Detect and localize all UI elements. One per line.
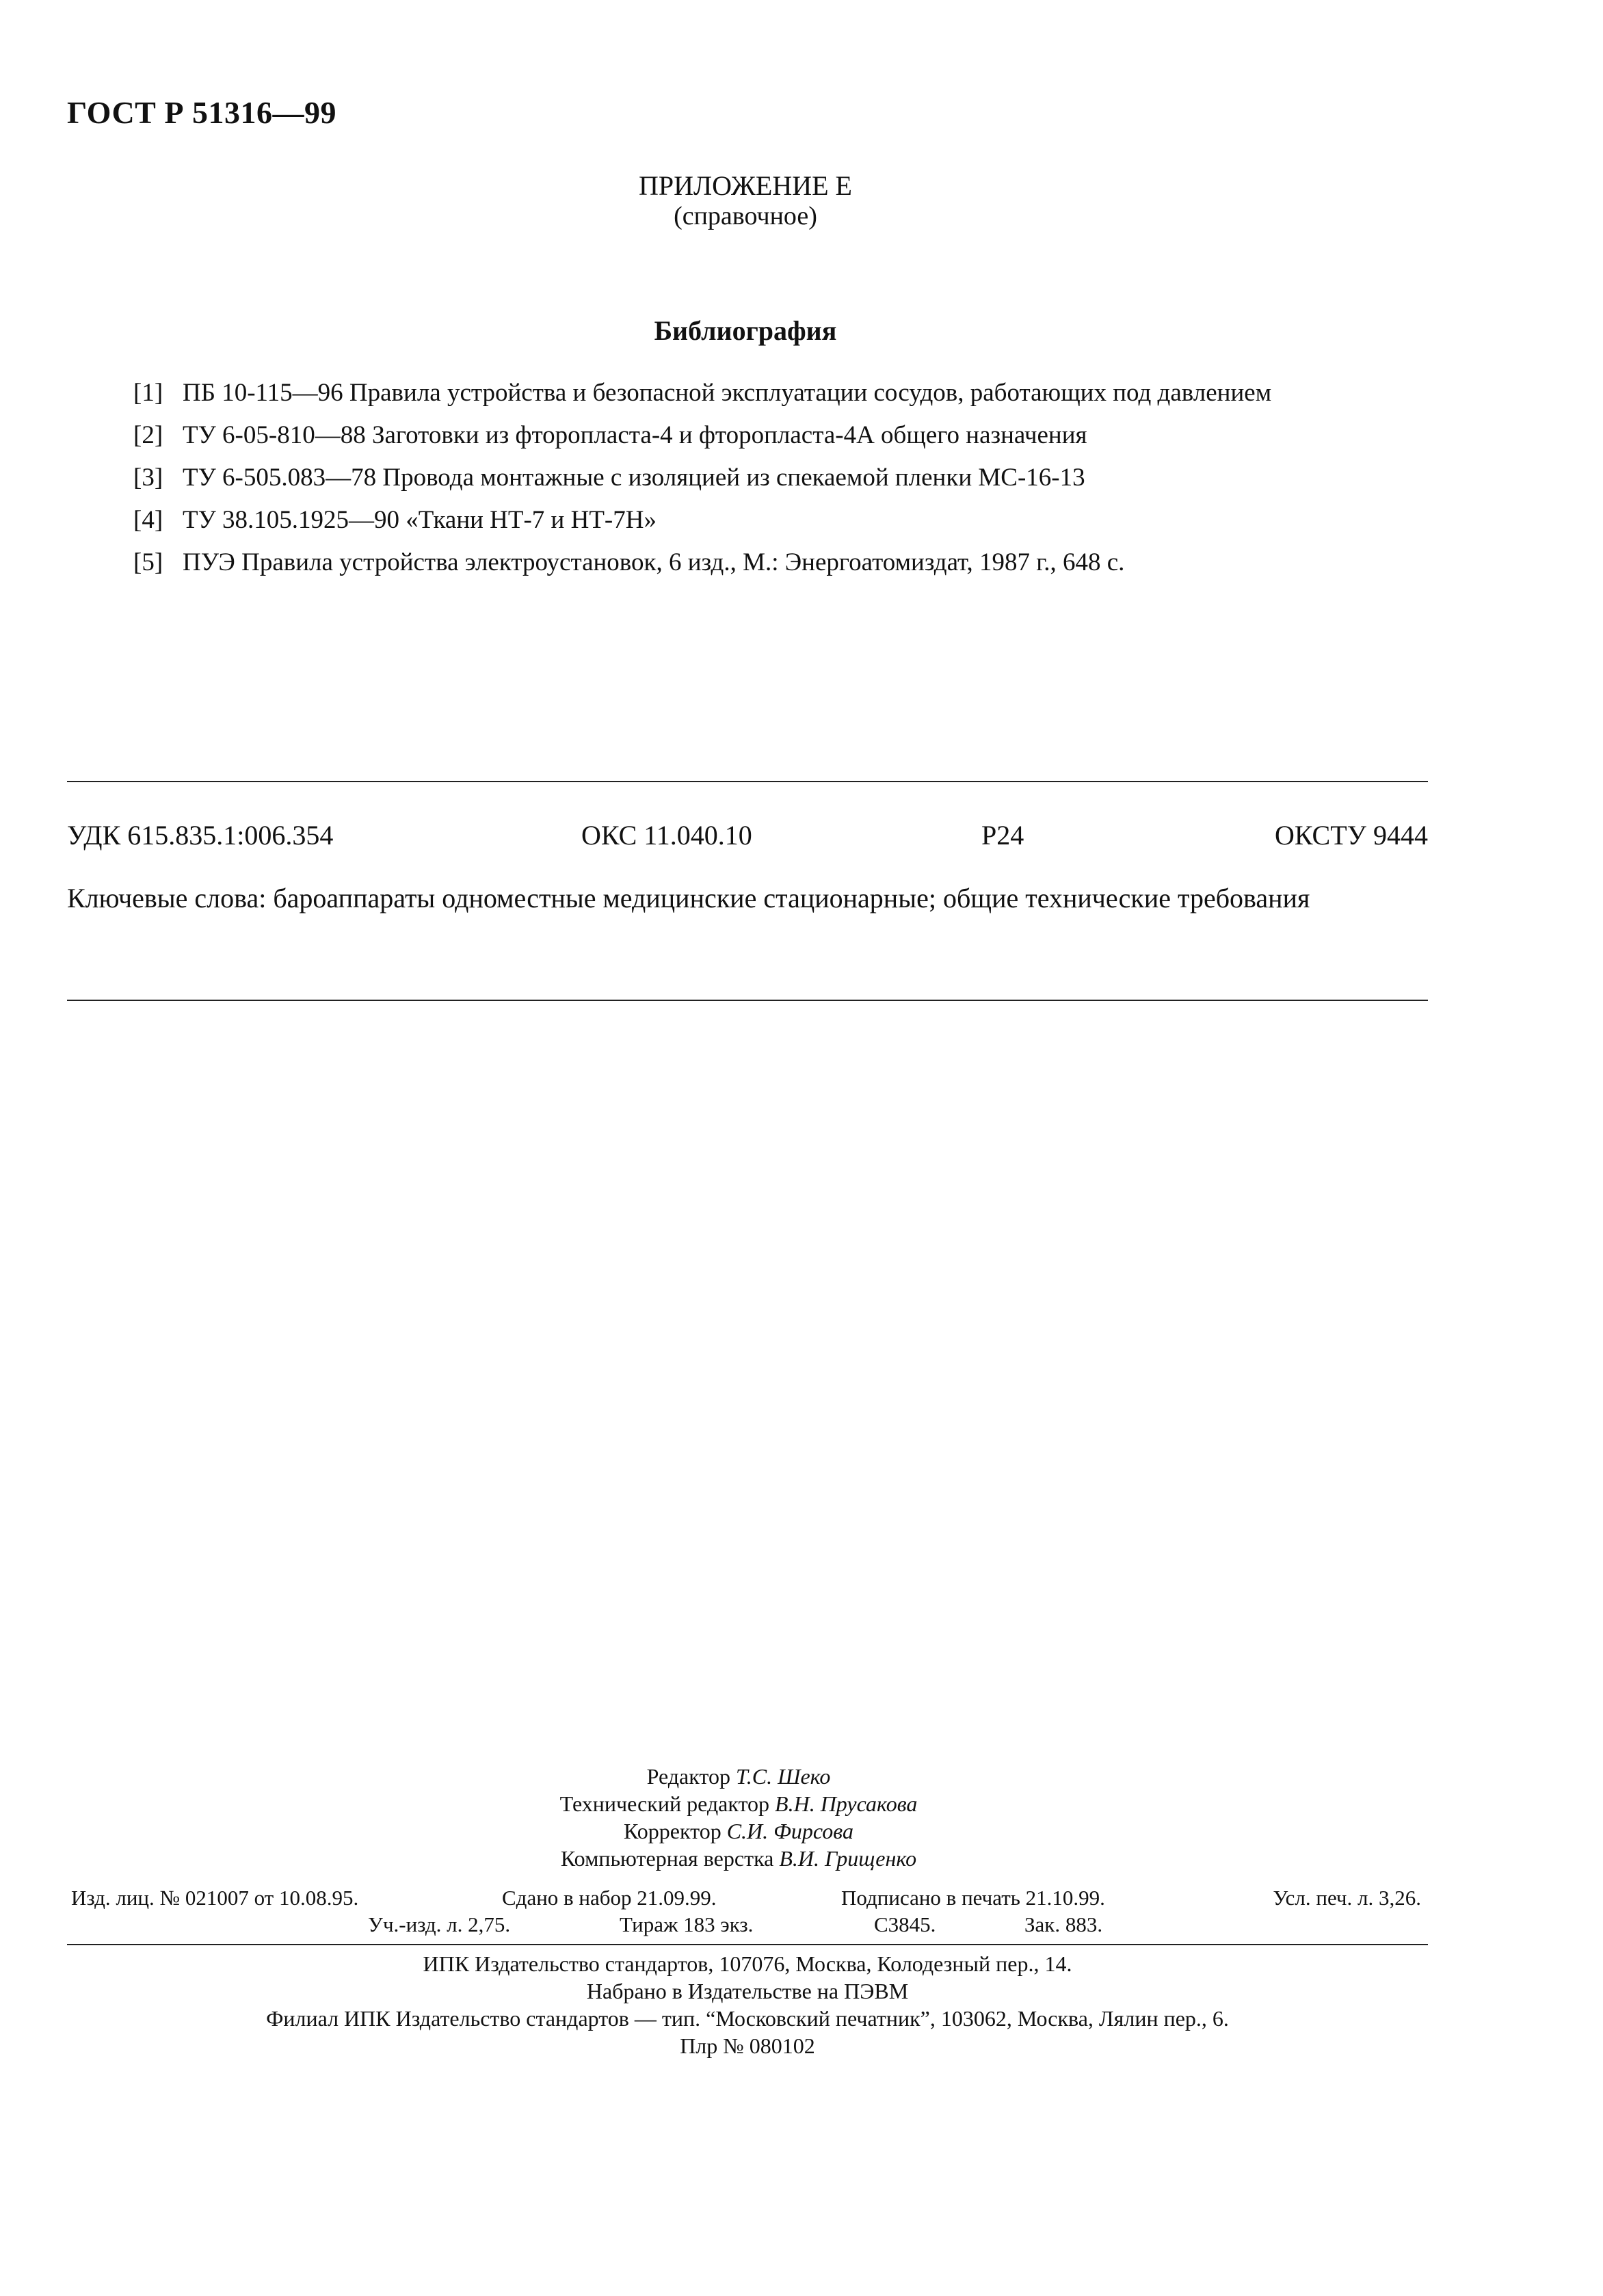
- reference-text: ТУ 38.105.1925—90 «Ткани НТ-7 и НТ-7Н»: [183, 506, 657, 534]
- credit-role: Корректор: [624, 1819, 727, 1843]
- reference-text: ТУ 6-05-810—88 Заготовки из фторопласта-4 и фторопласта-4А общего назначения: [183, 421, 1087, 449]
- print-code: С3845.: [874, 1912, 936, 1936]
- divider: [67, 781, 1428, 782]
- credit-line: [205, 1845, 1272, 1872]
- imprint-row: [67, 1912, 1428, 1940]
- credit-role: Технический редактор: [559, 1791, 776, 1816]
- credit-line: [205, 1763, 1272, 1790]
- publisher-line: Плр № 080102: [680, 2033, 815, 2058]
- credit-name: Т.С. Шеко: [735, 1764, 831, 1789]
- circulation: Тираж 183 экз.: [620, 1912, 754, 1936]
- reference-text: ПУЭ Правила устройства электроустановок, 6 изд., М.: Энергоатомиздат, 1987 г., 648 с.: [183, 548, 1125, 576]
- reference-number: [1]: [133, 379, 163, 407]
- publisher-line: Набрано в Издательстве на ПЭВМ: [586, 1979, 909, 2003]
- reference-number: [2]: [133, 421, 163, 449]
- document-code: ГОСТ Р 51316—99: [67, 95, 336, 130]
- signed-date: Подписано в печать 21.10.99.: [841, 1886, 1105, 1910]
- publication-sheets: Уч.-изд. л. 2,75.: [368, 1912, 511, 1936]
- list-item: [133, 377, 1433, 420]
- list-item: [133, 547, 1433, 589]
- reference-text: ТУ 6-505.083—78 Провода монтажные с изоляцией из спекаемой пленки МС-16-13: [183, 464, 1085, 492]
- keywords: Ключевые слова: бароаппараты одноместные медицинские стационарные; общие технические требования: [67, 883, 1310, 913]
- publisher-line: Филиал ИПК Издательство стандартов — тип. “Московский печатник”, 103062, Москва, Лялин пер., 6.: [266, 2006, 1229, 2031]
- credit-role: Редактор: [646, 1764, 736, 1789]
- publisher-info: [67, 1950, 1428, 2059]
- reference-text: ПБ 10-115—96 Правила устройства и безопасной эксплуатации сосудов, работающих под давлением: [183, 379, 1272, 407]
- appendix-title: ПРИЛОЖЕНИЕ Е: [639, 170, 852, 201]
- sent-date: Сдано в набор 21.09.99.: [502, 1886, 717, 1910]
- credit-name: В.И. Грищенко: [779, 1846, 917, 1871]
- credits: [205, 1763, 1272, 1872]
- appendix-subtitle: (справочное): [674, 202, 817, 230]
- imprint-row: [67, 1886, 1428, 1913]
- list-item: [133, 420, 1433, 462]
- publisher-line: ИПК Издательство стандартов, 107076, Москва, Колодезный пер., 14.: [423, 1951, 1072, 1976]
- order-number: Зак. 883.: [1024, 1912, 1103, 1936]
- credit-name: С.И. Фирсова: [726, 1819, 853, 1843]
- reference-number: [4]: [133, 506, 163, 534]
- oks-code: ОКС 11.040.10: [581, 820, 752, 851]
- bibliography-title: Библиография: [654, 315, 837, 346]
- reference-number: [5]: [133, 548, 163, 576]
- divider: [67, 1944, 1428, 1945]
- udk-code: УДК 615.835.1:006.354: [67, 820, 334, 851]
- reference-number: [3]: [133, 464, 163, 492]
- credit-line: [205, 1817, 1272, 1845]
- classification-row: [67, 819, 1428, 853]
- credit-name: В.Н. Прусакова: [775, 1791, 918, 1816]
- credit-line: [205, 1790, 1272, 1817]
- group-code: Р24: [981, 820, 1024, 851]
- credit-role: Компьютерная верстка: [560, 1846, 780, 1871]
- divider: [67, 1000, 1428, 1001]
- print-sheets: Усл. печ. л. 3,26.: [1273, 1886, 1421, 1910]
- list-item: [133, 462, 1433, 505]
- bibliography-list: [133, 377, 1433, 589]
- okstu-code: ОКСТУ 9444: [1274, 820, 1428, 851]
- list-item: [133, 505, 1433, 547]
- license: Изд. лиц. № 021007 от 10.08.95.: [71, 1886, 359, 1910]
